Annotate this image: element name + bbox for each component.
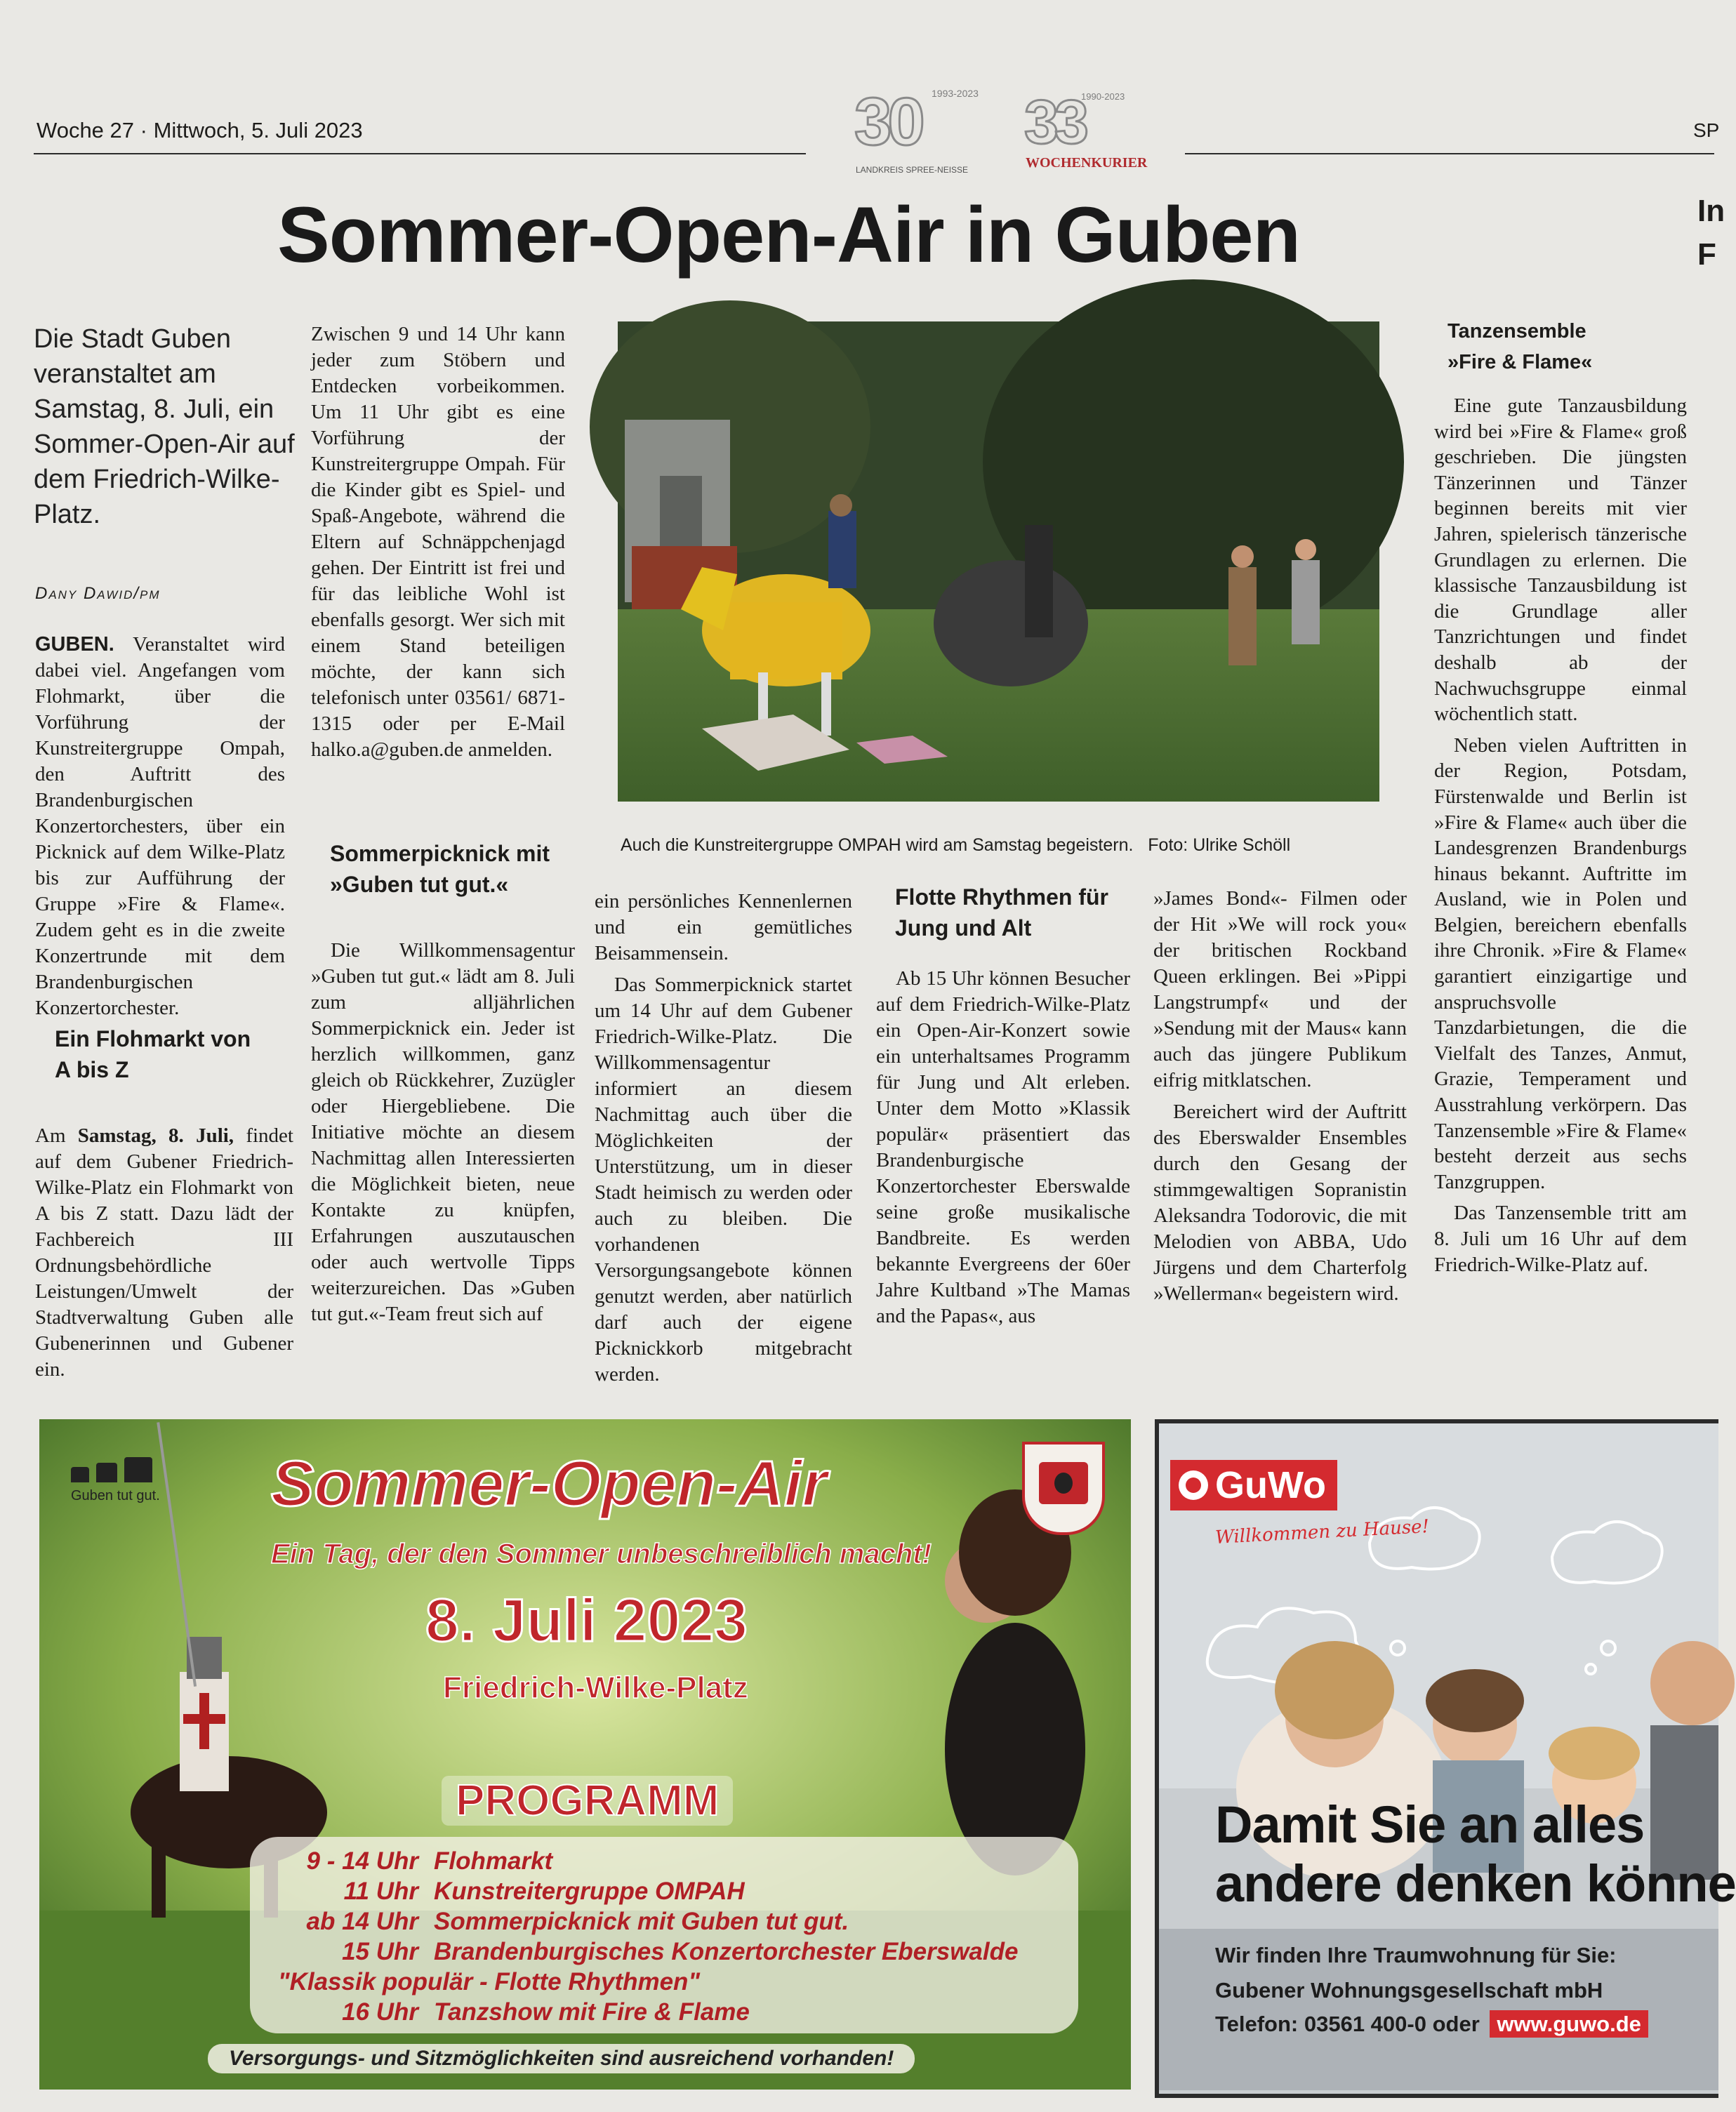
column-5 — [1153, 886, 1407, 1313]
knights-horse-photo — [618, 321, 1379, 802]
program-time: 11 Uhr — [343, 1878, 418, 1905]
konzert-paragraph: Ab 15 Uhr können Besucher auf dem Friedrich-Wilke-Platz ein Open-Air-Konzert sowie ein unterhaltsames Programm für Jung und Alt erleben. Unter dem Motto »Klassik populär« präsentiert das Brandenburgische Konzertorchester Eberswalde seine große musikalische Bandbreite. Es werden bekannte Evergreens der 60er Jahre Kultband »The Mamas and the Papas«, aus — [876, 967, 1130, 1327]
intro-dateline: GUBEN. — [35, 633, 114, 656]
program-row — [278, 1937, 1064, 1967]
logo-33-years: 1990-2023 — [1081, 91, 1125, 102]
guwo-website: www.guwo.de — [1490, 2010, 1648, 2038]
program-row — [278, 1846, 1064, 1876]
ad-guwo — [1155, 1419, 1736, 2098]
photo-caption-text: Auch die Kunstreitergruppe OMPAH wird am Samstag begeistern. — [621, 835, 1134, 855]
flohmarkt-date: Samstag, 8. Juli, — [77, 1124, 234, 1147]
lead-text: Die Stadt Guben veranstaltet am Samstag, 8. Juli, ein Sommer-Open-Air auf dem Friedrich-Wilke-Platz. — [34, 324, 295, 529]
flohmarkt-paragraph — [35, 1123, 293, 1388]
header-rule-left — [34, 153, 806, 154]
flohmarkt-text: findet auf dem Gubener Friedrich-Wilke-Platz ein Flohmarkt von A bis Z statt. Dazu lädt der Fachbereich III Ordnungsbehördliche Leistungen/Umwelt der Stadtverwaltung Guben alle Gubenerinnen und Gubener ein. — [35, 1124, 293, 1381]
program-event: Brandenburgisches Konzertorchester Eberswalde — [434, 1938, 1019, 1965]
dateline: Woche 27 · Mittwoch, 5. Juli 2023 — [37, 118, 363, 142]
program-row — [278, 1967, 1064, 1997]
guwo-logo-text: GuWo — [1215, 1464, 1326, 1506]
logo-30-years: 1993-2023 — [932, 88, 979, 99]
logo-30-number: 30 — [854, 84, 921, 159]
guwo-headline-2: andere denken könne — [1215, 1854, 1736, 1913]
program-title: PROGRAMM — [442, 1776, 733, 1826]
program-time: 9 - 14 Uhr — [306, 1847, 418, 1875]
konzert-cont: »James Bond«- Filmen oder der Hit »We will rock you« der britischen Rockband Queen erklingen. Bei »Pippi Langstrumpf« und der »Sendung mit der Maus« kann auch das jüngere Publikum eifrig mitklatschen. — [1153, 887, 1407, 1091]
tanz-paragraph-2: Neben vielen Auftritten in der Region, Potsdam, Fürstenwalde und Berlin ist »Fire & Flame« auch über die Landesgrenzen Brandenburgs hinaus bekannt. Auftritte im Ausland, wie in Polen und Belgien, bereichern ebenfalls ihre Chronik. »Fire & Flame« garantiert einzigartige und anspruchsvolle Tanzdarbietungen, die die Vielfalt des Tanzes, Anmut, Grazie, Temperament und Ausstrahlung verkörpern. Das Tanzensemble »Fire & Flame« besteht derzeit aus sechs Tanzgruppen. — [1434, 733, 1687, 1193]
program-event: Sommerpicknick mit Guben tut gut. — [434, 1908, 849, 1935]
program-event: Kunstreitergruppe OMPAH — [434, 1878, 745, 1905]
program-time: 16 Uhr — [342, 1998, 418, 2026]
guwo-logo — [1170, 1460, 1337, 1510]
next-article-cut-2: F — [1697, 237, 1716, 272]
program-row — [278, 1906, 1064, 1937]
guwo-logo-icon — [1179, 1470, 1208, 1500]
guwo-phone: Telefon: 03561 400-0 oder — [1215, 2012, 1480, 2036]
ad-date: 8. Juli 2023 — [425, 1587, 748, 1654]
next-article-cut-1: In — [1697, 194, 1725, 228]
guwo-slogan: Willkommen zu Hause! — [1214, 1516, 1430, 1548]
ad-footer: Versorgungs- und Sitzmöglichkeiten sind ausreichend vorhanden! — [208, 2044, 915, 2073]
guwo-line-2: Gubener Wohnungsgesellschaft mbH — [1215, 1978, 1603, 2003]
anniversary-logo-33 — [1021, 88, 1148, 179]
column-3 — [595, 889, 852, 1393]
program-time: ab 14 Uhr — [306, 1908, 418, 1935]
coat-of-arms-icon — [1022, 1442, 1105, 1535]
tanz-paragraph-1: Eine gute Tanzausbildung wird bei »Fire & Flame« groß geschrieben. Die jüngsten Tänzerinnen und Tänzer beginnen bereits mit vier Jahren, spielerisch tänzerische Grundlagen zu erlernen. Die klassische Tanzausbildung ist die Grundlage aller Tanzrichtungen und findet deshalb ab der Nachwuchsgruppe einmal wöchentlich statt. — [1434, 394, 1687, 726]
headline: Sommer-Open-Air in Guben — [277, 191, 1300, 279]
next-article-cut — [1697, 190, 1725, 277]
program-time: 15 Uhr — [342, 1938, 418, 1965]
program-event: Flohmarkt — [434, 1847, 553, 1875]
program-row — [278, 1997, 1064, 2027]
ad-brand-logo — [71, 1454, 190, 1504]
column-6 — [1434, 393, 1687, 1283]
ad-sommer-open-air — [39, 1419, 1131, 2090]
subheading-rhythmen: Flotte Rhythmen für Jung und Alt — [895, 884, 1108, 941]
header-rule-right — [1185, 153, 1714, 154]
program-row — [278, 1876, 1064, 1906]
guwo-headline — [1215, 1795, 1736, 1913]
subheading-tanzensemble: Tanzensemble »Fire & Flame« — [1447, 320, 1593, 373]
subheading-flohmarkt: Ein Flohmarkt von A bis Z — [55, 1026, 251, 1082]
intro-text: Veranstaltet wird dabei viel. Angefangen vom Flohmarkt, über die Vorführung der Kunstreitergruppe Ompah, den Auftritt des Brandenburgischen Konzertorchesters, über ein Picknick auf dem Wilke-Platz bis zur Aufführung der Gruppe »Fire & Flame«. Zudem geht es in die zweite Konzertrunde mit dem Brandenburgischen Konzertorchester. — [35, 633, 285, 1019]
program-event: Tanzshow mit Fire & Flame — [434, 1998, 750, 2026]
sopranistin-paragraph: Bereichert wird der Auftritt des Eberswalder Ensembles durch den Gesang der stimmgewaltigen Sopranistin Aleksandra Todorovic, die mit Melodien von ABBA, Udo Jürgens und dem Charterfolg »Wellerman« begeistern wird. — [1153, 1101, 1407, 1305]
tanz-paragraph-3: Das Tanzensemble tritt am 8. Juli um 16 Uhr auf dem Friedrich-Wilke-Platz auf. — [1434, 1202, 1687, 1276]
anniversary-logo-30 — [853, 84, 1002, 179]
ad-tagline: Ein Tag, der den Sommer unbeschreiblich macht! — [271, 1539, 932, 1569]
ad-title: Sommer-Open-Air — [271, 1448, 828, 1520]
logo-33-caption: WOCHENKURIER — [1026, 155, 1148, 171]
program-list — [278, 1846, 1064, 2027]
picknick-details: Das Sommerpicknick startet um 14 Uhr auf dem Gubener Friedrich-Wilke-Platz. Die Willkommensagentur informiert an diesem Nachmittag auch über die Möglichkeiten der Unterstützung, um in dieser Stadt heimisch zu werden oder auch zu bleiben. Die vorhandenen Versorgungsangebote können genutzt werden, aber natürlich darf auch der eigene Picknickkorb mitgebracht werden. — [595, 974, 852, 1386]
logo-30-caption: LANDKREIS SPREE-NEISSE — [856, 165, 969, 175]
logo-33-number: 33 — [1024, 87, 1085, 157]
page-edge-cut: SP — [1693, 119, 1720, 141]
photo-credit: Foto: Ulrike Schöll — [1148, 835, 1291, 855]
ad-place: Friedrich-Wilke-Platz — [443, 1671, 748, 1705]
picknick-paragraph: Die Willkommensagentur »Guben tut gut.« lädt am 8. Juli zum alljährlichen Sommerpicknick ein. Jeder ist herzlich willkommen, ganz gleich ob Rückkehrer, Zuzügler oder Hiergebliebene. Die Initiative möchte an diesem Nachmittag allen Interessierten die Möglichkeit bieten, neue Kontakte zu knüpfen, Erfahrungen auszutauschen oder auch wertvolle Tipps weiterzureichen. Das »Guben tut gut.«-Team freut sich auf — [311, 939, 575, 1325]
subheading-picknick: Sommerpicknick mit »Guben tut gut.« — [330, 841, 550, 897]
picknick-cont: ein persönliches Kennenlernen und ein gemütliches Beisammensein. — [595, 890, 852, 964]
intro-paragraph — [35, 632, 285, 1027]
photo-caption — [621, 835, 1290, 856]
flohmarkt-lead: Am — [35, 1124, 66, 1147]
column-4 — [876, 966, 1130, 1335]
program-event: "Klassik populär - Flotte Rhythmen" — [278, 1968, 701, 1995]
byline: Dany Dawid/pm — [35, 584, 161, 603]
guwo-line-1: Wir finden Ihre Traumwohnung für Sie: — [1215, 1943, 1617, 1967]
article-photo — [618, 321, 1379, 802]
guwo-contact — [1215, 2012, 1648, 2037]
guwo-headline-1: Damit Sie an alles — [1215, 1795, 1645, 1854]
column-2-top: Zwischen 9 und 14 Uhr kann jeder zum Stöbern und Entdecken vorbeikommen. Um 11 Uhr gibt es eine Vorführung der Kunstreitergruppe Ompah. Für die Kinder gibt es Spiel- und Spaß-Angebote, während die Eltern auf Schnäppchenjagd gehen. Der Eintritt ist frei und für das leibliche Wohl ist ebenfalls gesorgt. Wer sich mit einem Stand beteiligen möchte, der kann sich telefonisch unter 03561/ 6871-1315 oder per E-Mail halko.a@guben.de anmelden. — [311, 323, 565, 761]
brand-towers-icon — [71, 1454, 190, 1482]
brand-name: Guben tut gut. — [71, 1488, 160, 1503]
column-2-bottom — [311, 938, 575, 1333]
